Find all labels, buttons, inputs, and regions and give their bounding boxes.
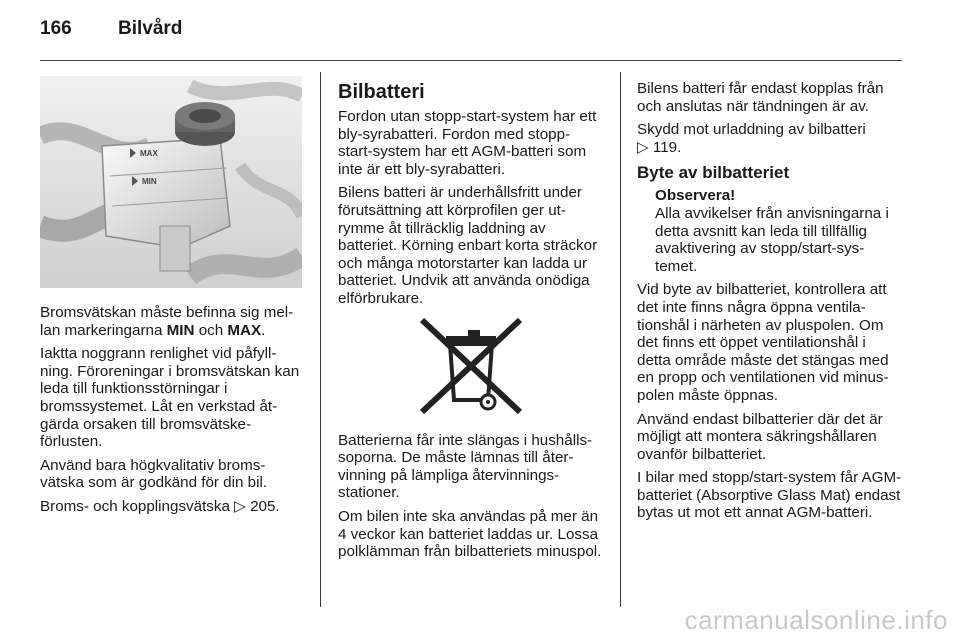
section-heading-bilbatteri: Bilbatteri bbox=[338, 81, 425, 103]
page-reference-link[interactable]: 205. bbox=[250, 497, 280, 515]
column-divider-1 bbox=[320, 72, 321, 607]
column-3 bbox=[637, 80, 903, 528]
note-body: Alla avvikelser från anvisningarna i detta avsnitt kan leda till tillfällig avaktivering av stopp/start-sys-temet. bbox=[655, 204, 889, 275]
agm-paragraph: I bilar med stopp/start-system får AGM-batteriet (Absorptive Glass Mat) endast bytas ut mot ett annat AGM-batteri. bbox=[637, 469, 902, 522]
column-2 bbox=[338, 80, 604, 567]
fluid-quality-paragraph: Använd bara högkvalitativ broms-vätska som är godkänd för din bil. bbox=[40, 456, 268, 492]
page-title: Bilvård bbox=[118, 18, 183, 39]
max-marking-label: MAX bbox=[140, 149, 158, 158]
maintenance-paragraph: Bilens batteri är underhållsfritt under förutsättning att körprofilen ger ut-rymme åt tillräcklig laddning av batteriet. Körning enbart korta sträckor och många motorstarter kan ladda ur batteriet. Undvik att använda onödiga elförbrukare. bbox=[338, 184, 598, 307]
cleanliness-paragraph: Iaktta noggrann renlighet vid påfyll-ning. Föroreningar i bromsvätskan kan leda till funktionsstörningar i bromssystemet. Låt en verkstad åt-gärda orsaken till bromsvätske-förlusten. bbox=[40, 345, 300, 451]
note-box bbox=[637, 187, 903, 275]
column-divider-2 bbox=[620, 72, 621, 607]
crossed-out-wheelie-bin-icon bbox=[416, 316, 526, 416]
min-marking-label: MIN bbox=[142, 177, 157, 186]
brake-fluid-level-paragraph: Bromsvätskan måste befinna sig mel- lan markeringarna MIN och MAX. bbox=[40, 304, 294, 339]
fuse-holder-paragraph: Använd endast bilbatterier där det är möjligt att montera säkringshållaren ovanför bilbatteriet. bbox=[637, 410, 883, 463]
battery-type-paragraph: Fordon utan stopp-start-system har ett bly-syrabatteri. Fordon med stopp-start-system har ett AGM-batteri som inte är ett bly-syrabatteri. bbox=[338, 108, 597, 178]
discharge-protection-paragraph: Skydd mot urladdning av bilbatteri ▷ 119. bbox=[637, 121, 866, 156]
page-header bbox=[40, 18, 182, 40]
brake-fluid-reservoir-photo bbox=[40, 76, 302, 288]
column-1 bbox=[40, 304, 308, 522]
page-ref-arrow-icon: ▷ bbox=[234, 497, 246, 515]
fluid-reference-paragraph: Broms- och kopplingsvätska ▷ 205. bbox=[40, 497, 280, 515]
section-heading-byte: Byte av bilbatteriet bbox=[637, 163, 790, 183]
page-ref-arrow-icon: ▷ bbox=[637, 138, 649, 156]
page-reference-link[interactable]: 119. bbox=[652, 138, 682, 156]
ventilation-paragraph: Vid byte av bilbatteriet, kontrollera att det inte finns några öppna ventila-tionshål i närheten av pluspolen. Om det finns ett öppet ventilationshål i detta område måste det stängas med en propp och ventilationen vid minus-polen måste öppnas. bbox=[637, 281, 889, 404]
note-title: Observera! bbox=[655, 187, 736, 205]
watermark: carmanualsonline.info bbox=[684, 605, 948, 635]
disconnect-paragraph: Bilens batteri får endast kopplas från och anslutas när tändningen är av. bbox=[637, 80, 884, 115]
header-rule bbox=[40, 60, 902, 61]
storage-paragraph: Om bilen inte ska användas på mer än 4 veckor kan batteriet laddas ur. Lossa polklämman från bilbatteriets minuspol. bbox=[338, 507, 602, 561]
page-number: 166 bbox=[40, 18, 72, 39]
disposal-paragraph: Batterierna får inte slängas i hushålls-soporna. De måste lämnas till åter-vinning på lämpliga återvinnings-stationer. bbox=[338, 431, 593, 502]
